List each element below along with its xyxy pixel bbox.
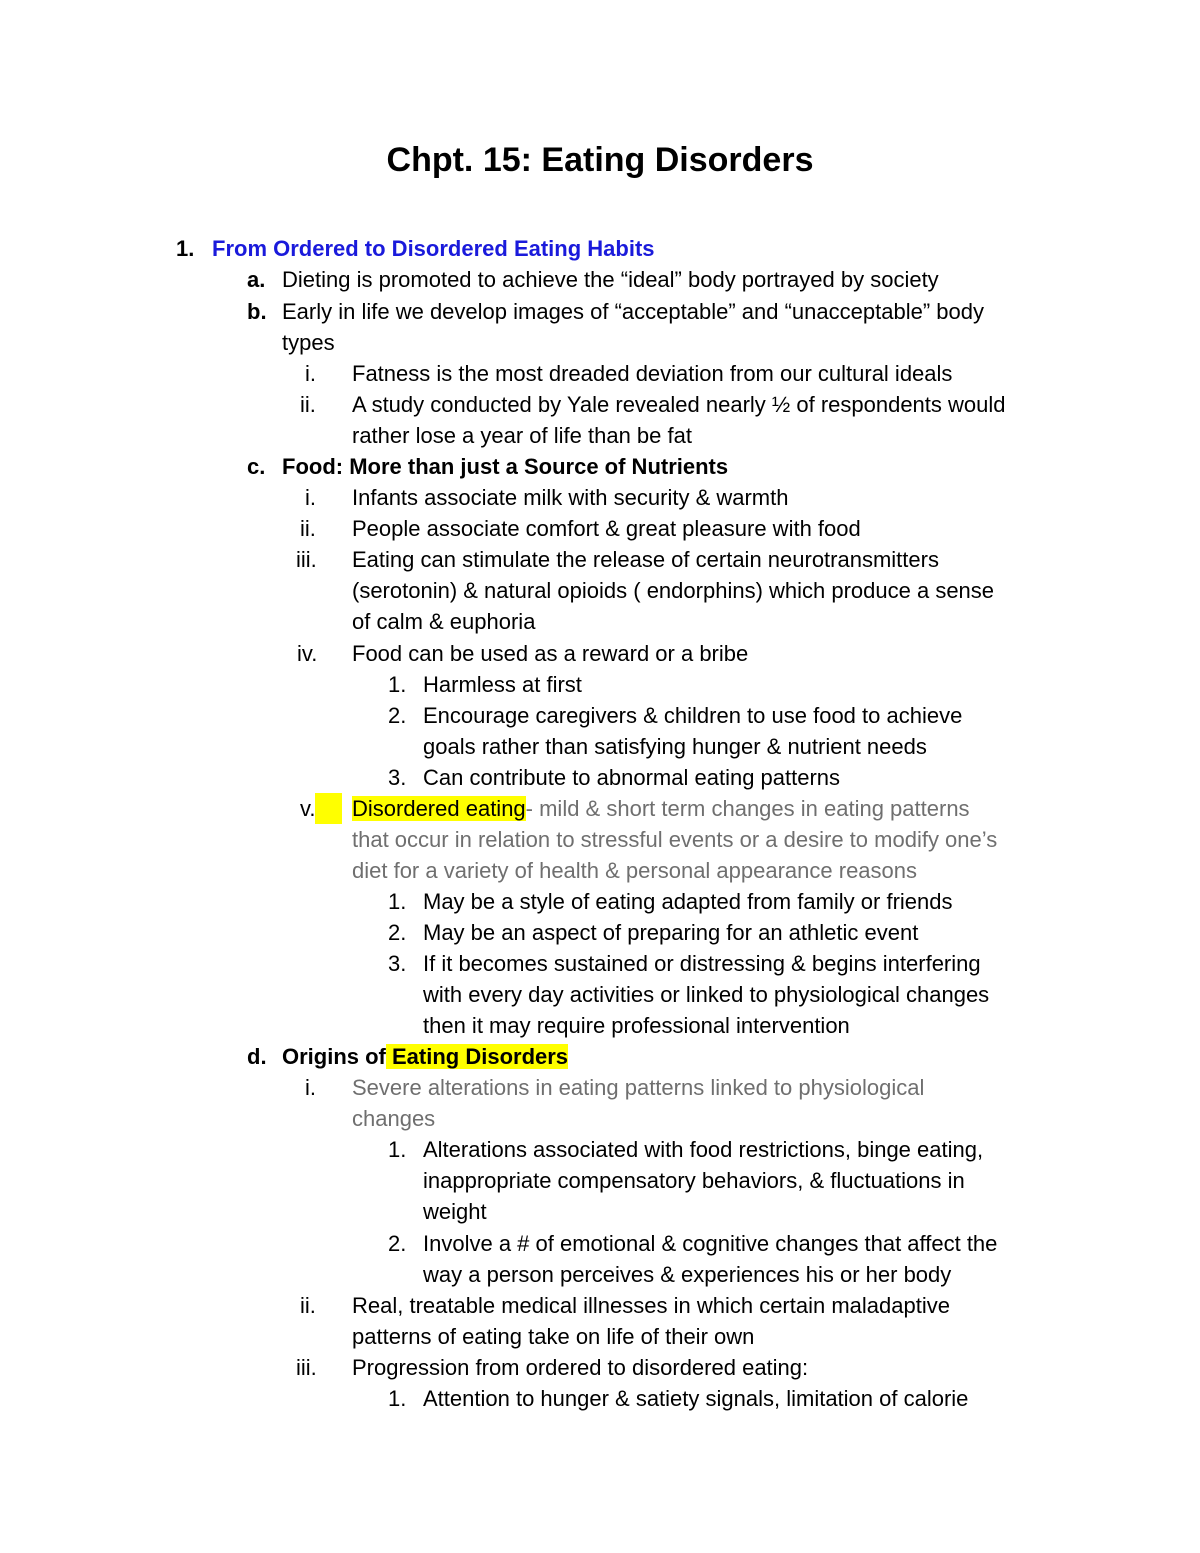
item-c-iv-marker: iv.	[297, 641, 318, 666]
item-c-v-line3: diet for a variety of health & personal appearance reasons	[352, 858, 918, 883]
item-b-marker: b.	[247, 299, 267, 324]
item-a-marker: a.	[247, 267, 266, 292]
item-c-ii-marker: ii.	[300, 516, 316, 541]
item-c-marker: c.	[247, 454, 266, 479]
item-c-v-3-marker: 3.	[388, 951, 407, 976]
item-d-i-1-text-line2: inappropriate compensatory behaviors, & fluctuations in	[423, 1168, 965, 1193]
item-c-iv-1-marker: 1.	[388, 672, 407, 697]
item-d-i-1-text-line1: Alterations associated with food restrictions, binge eating,	[423, 1137, 984, 1162]
item-d-marker: d.	[247, 1044, 267, 1069]
item-c-v-2-text: May be an aspect of preparing for an athletic event	[423, 920, 919, 945]
item-d-iii-1-marker: 1.	[388, 1386, 407, 1411]
item-b-i-marker: i.	[305, 361, 316, 386]
item-c-iv-2-text-line1: Encourage caregivers & children to use food to achieve	[423, 703, 963, 728]
item-c-v-1-text: May be a style of eating adapted from family or friends	[423, 889, 953, 914]
item-b-text-line2: types	[282, 330, 335, 355]
item-b-text-line1: Early in life we develop images of “acceptable” and “unacceptable” body	[282, 299, 984, 324]
disordered-eating-definition: - mild & short term changes in eating patterns	[525, 796, 970, 821]
item-c-iii-marker: iii.	[296, 547, 317, 572]
item-c-ii-text: People associate comfort & great pleasure with food	[352, 516, 861, 541]
item-d-iii-text: Progression from ordered to disordered eating:	[352, 1355, 809, 1380]
item-c-iii-text-line3: of calm & euphoria	[352, 609, 536, 634]
disordered-eating-term: Disordered eating	[352, 796, 526, 821]
item-b-ii-marker: ii.	[300, 392, 316, 417]
item-d-i-marker: i.	[305, 1075, 316, 1100]
item-c-i-text: Infants associate milk with security & warmth	[352, 485, 789, 510]
item-c-v-2-marker: 2.	[388, 920, 407, 945]
item-c-iv-2-marker: 2.	[388, 703, 407, 728]
item-d-ii-text-line1: Real, treatable medical illnesses in which certain maladaptive	[352, 1293, 950, 1318]
item-b-ii-text-line1: A study conducted by Yale revealed nearly ½ of respondents would	[352, 392, 1006, 417]
item-b-i-text: Fatness is the most dreaded deviation from our cultural ideals	[352, 361, 953, 386]
item-d-iii-1-text: Attention to hunger & satiety signals, limitation of calorie	[423, 1386, 969, 1411]
item-c-iv-2-text-line2: goals rather than satisfying hunger & nutrient needs	[423, 734, 927, 759]
item-d-i-2-text-line2: way a person perceives & experiences his or her body	[423, 1262, 952, 1287]
item-d-ii-text-line2: patterns of eating take on life of their own	[352, 1324, 755, 1349]
item-c-v-1-marker: 1.	[388, 889, 407, 914]
item-c-v-3-text-line1: If it becomes sustained or distressing & begins interfering	[423, 951, 981, 976]
item-d-i-1-text-line3: weight	[423, 1199, 487, 1224]
item-a-text: Dieting is promoted to achieve the “ideal” body portrayed by society	[282, 267, 939, 292]
item-d-heading: Origins of Eating Disorders	[282, 1044, 569, 1069]
eating-disorders-term: Eating Disorders	[385, 1044, 569, 1069]
page-title: Chpt. 15: Eating Disorders	[386, 141, 814, 179]
item-d-i-2-marker: 2.	[388, 1231, 407, 1256]
item-c-iv-3-text: Can contribute to abnormal eating patterns	[423, 765, 841, 790]
item-c-iv-3-marker: 3.	[388, 765, 407, 790]
item-d-iii-marker: iii.	[296, 1355, 317, 1380]
section-1-marker: 1.	[176, 236, 195, 261]
item-c-v-line1	[352, 793, 970, 824]
item-c-heading: Food: More than just a Source of Nutrients	[282, 454, 729, 479]
item-d-ii-marker: ii.	[300, 1293, 316, 1318]
item-c-iv-1-text: Harmless at first	[423, 672, 582, 697]
item-c-iii-text-line2: (serotonin) & natural opioids ( endorphins) which produce a sense	[352, 578, 995, 603]
item-c-v-marker: v.	[300, 793, 342, 824]
item-b-ii-text-line2: rather lose a year of life than be fat	[352, 423, 692, 448]
item-d-i-2-text-line1: Involve a # of emotional & cognitive changes that affect the	[423, 1231, 998, 1256]
item-d-i-1-marker: 1.	[388, 1137, 407, 1162]
item-c-v-line2: that occur in relation to stressful events or a desire to modify one’s	[352, 827, 998, 852]
item-d-i-text-line1: Severe alterations in eating patterns linked to physiological	[352, 1075, 925, 1100]
item-c-v-3-text-line3: then it may require professional intervention	[423, 1013, 850, 1038]
item-c-i-marker: i.	[305, 485, 316, 510]
section-1-heading: From Ordered to Disordered Eating Habits	[212, 236, 655, 261]
item-c-iv-text: Food can be used as a reward or a bribe	[352, 641, 749, 666]
item-d-i-text-line2: changes	[352, 1106, 436, 1131]
item-c-v-3-text-line2: with every day activities or linked to physiological changes	[423, 982, 990, 1007]
item-c-iii-text-line1: Eating can stimulate the release of certain neurotransmitters	[352, 547, 939, 572]
